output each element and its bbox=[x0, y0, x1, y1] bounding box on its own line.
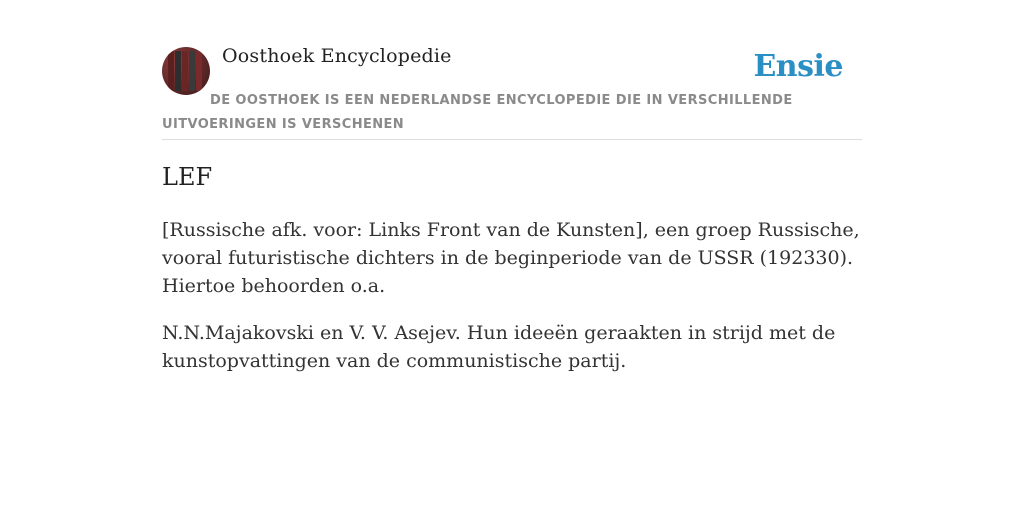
book-spine bbox=[175, 51, 181, 91]
ensie-logo-link[interactable]: Ensie bbox=[753, 49, 843, 84]
entry-paragraph: N.N.Majakovski en V. V. Asejev. Hun ideeën geraakten in strijd met de kunstopvattingen van de communistische partij. bbox=[162, 322, 836, 372]
site-tagline: DE OOSTHOEK IS EEN NEDERLANDSE ENCYCLOPEDIE DIE IN VERSCHILLENDE UITVOERINGEN IS VERSCHENEN bbox=[162, 93, 793, 132]
header-divider bbox=[162, 139, 862, 140]
book-spine bbox=[189, 51, 195, 91]
entry-title: LEF bbox=[162, 163, 213, 191]
encyclopedia-books-icon[interactable] bbox=[162, 47, 210, 95]
book-spine bbox=[196, 51, 202, 91]
book-spine bbox=[182, 51, 188, 91]
book-spine bbox=[168, 51, 174, 91]
entry-body bbox=[162, 216, 862, 394]
entry-paragraph: [Russische afk. voor: Links Front van de Kunsten], een groep Russische, vooral futuristische dichters in de beginperiode van de USSR (192330). Hiertoe behoorden o.a. bbox=[162, 219, 860, 297]
site-title-link[interactable]: Oosthoek Encyclopedie bbox=[222, 45, 452, 67]
